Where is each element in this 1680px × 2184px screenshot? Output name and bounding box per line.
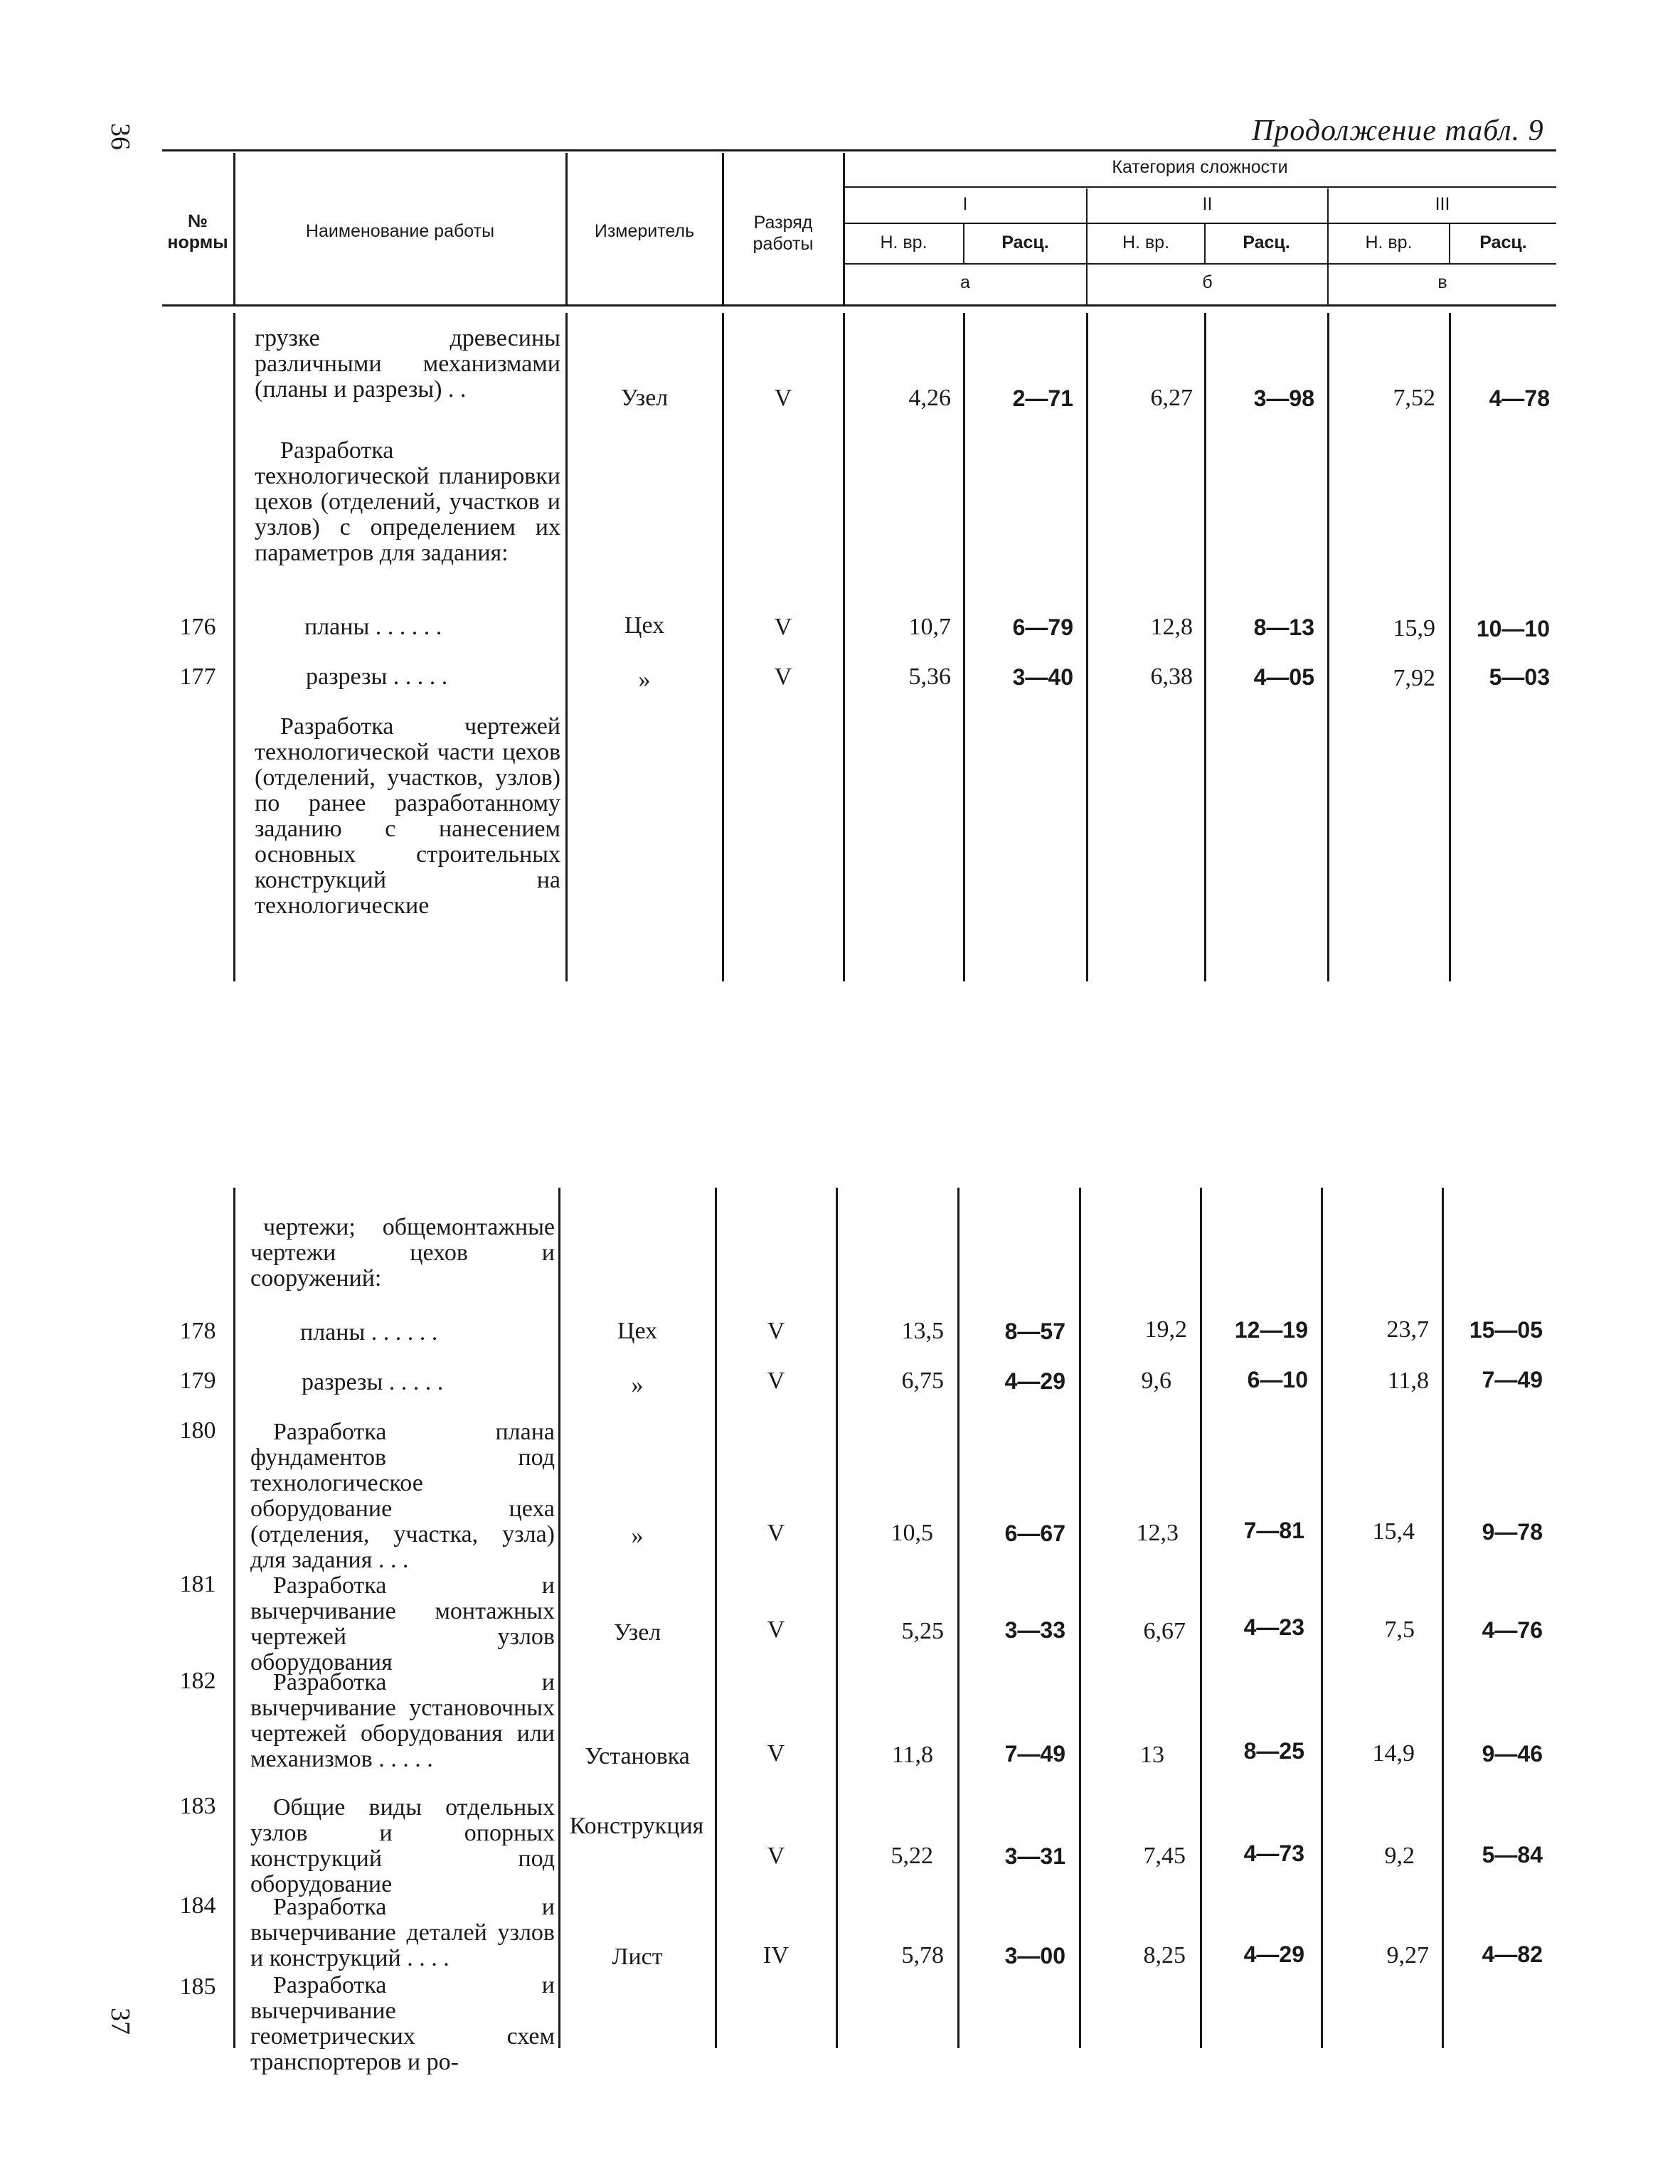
nvr-cat3: 9,27	[1386, 1942, 1429, 1969]
norm-number: 183	[179, 1793, 216, 1819]
rasc-cat3: 5—84	[1482, 1842, 1543, 1868]
header-nvr-1: Н. вр.	[880, 233, 927, 252]
work-description: Разработка и вычерчивание монтажных чертежей узлов оборудования	[250, 1572, 555, 1676]
rasc-cat2: 4—23	[1243, 1614, 1304, 1640]
work-description: Разработка и вычерчивание деталей узлов и конструкций . . . .	[250, 1894, 555, 1971]
rasc-cat2: 7—81	[1243, 1518, 1304, 1543]
rasc-cat1: 6—79	[1012, 614, 1073, 640]
rasc-cat3: 7—49	[1482, 1367, 1543, 1392]
grade-cell: V	[767, 1368, 785, 1394]
continuation-title: Продолжение табл. 9	[1252, 114, 1544, 147]
header-letter-b: б	[1202, 272, 1213, 292]
rasc-cat1: 4—29	[1004, 1368, 1065, 1394]
header-nvr-2: Н. вр.	[1122, 233, 1170, 252]
norm-number: 182	[179, 1668, 216, 1694]
work-description: грузке древесины различными механизмами (планы и разрезы) . .	[255, 325, 560, 403]
rasc-cat1: 3—31	[1004, 1843, 1065, 1869]
rasc-cat3: 10—10	[1476, 616, 1550, 641]
norm-number: 180	[179, 1417, 216, 1444]
grade-cell: V	[767, 1740, 785, 1767]
grade-cell: V	[767, 1616, 785, 1643]
work-description: Разработка плана фундаментов под технологическое оборудование цеха (отделения, участка, узла) для задания . . .	[250, 1419, 555, 1573]
nvr-cat2: 6,67	[1143, 1618, 1186, 1644]
rasc-cat3: 5—03	[1489, 664, 1550, 690]
rasc-cat2: 8—13	[1253, 614, 1314, 640]
nvr-cat2: 6,38	[1150, 664, 1193, 690]
nvr-cat2: 12,8	[1150, 614, 1193, 640]
rasc-cat2: 12—19	[1234, 1317, 1308, 1343]
norm-number: 184	[179, 1892, 216, 1919]
grade-cell: IV	[763, 1942, 789, 1969]
header-rasc-2: Расц.	[1243, 233, 1290, 252]
grade-cell: V	[767, 1318, 785, 1344]
unit-cell: »	[631, 1523, 644, 1549]
rasc-cat1: 3—33	[1004, 1617, 1065, 1643]
work-description: Разработка и вычерчивание геометрических схем транспортеров и ро-	[250, 1972, 555, 2075]
unit-cell: Узел	[613, 1619, 661, 1646]
rasc-cat3: 4—82	[1482, 1941, 1543, 1967]
nvr-cat1: 10,7	[908, 614, 951, 640]
nvr-cat2: 19,2	[1144, 1316, 1187, 1343]
norm-number: 181	[179, 1571, 216, 1597]
rasc-cat1: 3—40	[1012, 664, 1073, 690]
header-complexity: Категория сложности	[1112, 157, 1288, 177]
rasc-cat3: 9—78	[1482, 1519, 1543, 1545]
unit-cell: Лист	[612, 1944, 663, 1970]
continued-description: Разработка чертежей технологической части цехов (отделений, участков, узлов) по ранее разработанному заданию с нанесением основных строительных конструкций на технологические	[255, 713, 560, 919]
unit-cell: Цех	[617, 1318, 658, 1344]
nvr-cat1: 11,8	[891, 1742, 933, 1768]
page-number-top: 36	[105, 123, 135, 150]
nvr-cat2: 8,25	[1143, 1942, 1186, 1969]
group-description: Разработка технологической планировки цехов (отделений, участков и узлов) с определением их параметров для задания:	[255, 437, 560, 566]
nvr-cat3: 7,52	[1393, 385, 1435, 411]
unit-cell: Установка	[585, 1743, 690, 1769]
nvr-cat2: 6,27	[1150, 385, 1193, 411]
unit-cell: Узел	[620, 385, 669, 411]
norm-number: 185	[179, 1973, 216, 2000]
header-unit: Измеритель	[594, 221, 695, 241]
work-description: разрезы . . . . .	[302, 1369, 444, 1395]
rasc-cat1: 7—49	[1004, 1741, 1065, 1767]
rasc-cat3: 4—78	[1489, 385, 1550, 411]
nvr-cat3: 15,9	[1393, 615, 1435, 641]
nvr-cat3: 7,5	[1384, 1616, 1415, 1643]
header-rasc-3: Расц.	[1479, 233, 1527, 252]
rasc-cat3: 4—76	[1482, 1617, 1543, 1643]
unit-cell: Конструкция	[569, 1813, 704, 1839]
header-nvr-3: Н. вр.	[1365, 233, 1413, 252]
rasc-cat2: 4—29	[1243, 1941, 1304, 1967]
header-cat-3: III	[1435, 194, 1450, 214]
continued-description: чертежи; общемонтажные чертежи цехов и сооружений:	[250, 1214, 555, 1291]
rasc-cat1: 3—00	[1004, 1943, 1065, 1969]
rasc-cat1: 2—71	[1012, 385, 1073, 411]
nvr-cat1: 5,36	[908, 664, 951, 690]
rasc-cat1: 8—57	[1004, 1319, 1065, 1344]
work-description: планы . . . . . .	[300, 1319, 438, 1346]
nvr-cat1: 6,75	[901, 1368, 944, 1394]
grade-cell: V	[767, 1843, 785, 1869]
work-description: Общие виды отдельных узлов и опорных конструкций под оборудование	[250, 1794, 555, 1897]
nvr-cat2: 12,3	[1136, 1520, 1179, 1546]
rasc-cat2: 4—73	[1243, 1841, 1304, 1866]
header-letter-a: а	[960, 272, 970, 292]
nvr-cat1: 5,78	[901, 1942, 944, 1969]
nvr-cat2: 7,45	[1143, 1843, 1186, 1869]
nvr-cat3: 15,4	[1372, 1518, 1415, 1545]
unit-cell: »	[631, 1372, 644, 1398]
header-norm-number: № нормы	[167, 211, 228, 252]
header-grade: Разряд работы	[753, 213, 814, 254]
norm-number: 177	[179, 664, 216, 690]
header-rasc-1: Расц.	[1001, 233, 1049, 252]
nvr-cat1: 5,25	[901, 1618, 944, 1644]
work-description: разрезы . . . . .	[306, 664, 448, 690]
grade-cell: V	[774, 385, 792, 411]
nvr-cat3: 23,7	[1386, 1316, 1429, 1343]
norm-number: 179	[179, 1368, 216, 1394]
nvr-cat1: 10,5	[890, 1520, 933, 1546]
rasc-cat2: 6—10	[1247, 1367, 1308, 1392]
norm-number: 178	[179, 1318, 216, 1344]
work-description: планы . . . . . .	[304, 614, 442, 640]
nvr-cat3: 9,2	[1384, 1843, 1415, 1869]
rasc-cat2: 4—05	[1253, 664, 1314, 690]
nvr-cat1: 13,5	[901, 1318, 944, 1344]
norm-number: 176	[179, 614, 216, 640]
nvr-cat3: 7,92	[1393, 665, 1435, 691]
rasc-cat3: 15—05	[1469, 1317, 1543, 1343]
work-description: Разработка и вычерчивание установочных чертежей оборудования или механизмов . . . . .	[250, 1669, 555, 1772]
rasc-cat2: 3—98	[1253, 385, 1314, 411]
rasc-cat3: 9—46	[1482, 1741, 1543, 1767]
nvr-cat1: 4,26	[908, 385, 951, 411]
grade-cell: V	[774, 614, 792, 640]
grade-cell: V	[767, 1520, 785, 1546]
nvr-cat2: 9,6	[1141, 1368, 1171, 1394]
grade-cell: V	[774, 664, 792, 690]
header-cat-2: II	[1202, 194, 1213, 214]
header-letter-v: в	[1437, 272, 1447, 292]
header-work-name: Наименование работы	[305, 221, 495, 241]
nvr-cat1: 5,22	[890, 1843, 933, 1869]
rasc-cat2: 8—25	[1243, 1738, 1304, 1764]
page-number-bottom: 37	[105, 2008, 135, 2035]
unit-cell: »	[638, 666, 651, 693]
header-cat-1: I	[962, 194, 968, 214]
unit-cell: Цех	[624, 612, 665, 639]
nvr-cat3: 11,8	[1387, 1368, 1429, 1394]
rasc-cat1: 6—67	[1004, 1520, 1065, 1546]
nvr-cat3: 14,9	[1372, 1740, 1415, 1767]
nvr-cat2: 13	[1140, 1742, 1164, 1768]
